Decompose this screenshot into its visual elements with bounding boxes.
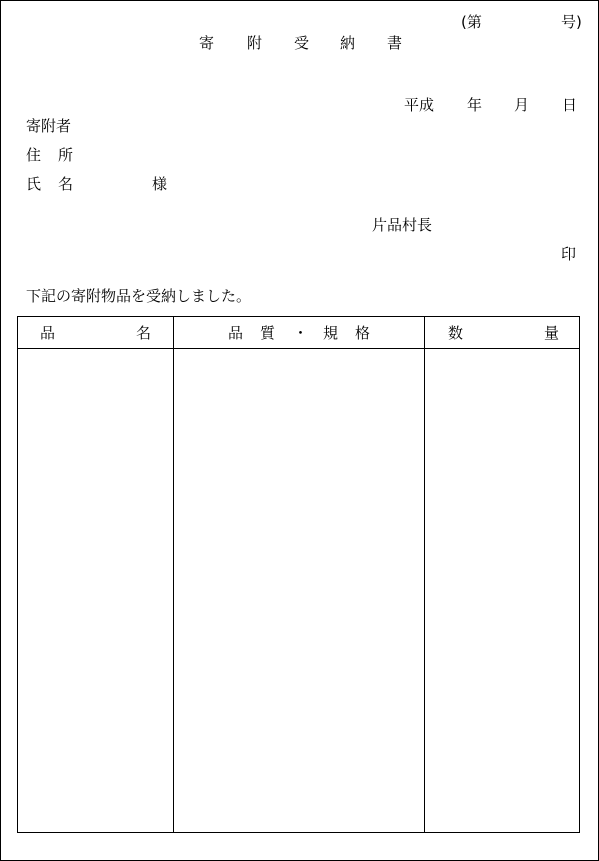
honorific: 様 [152,175,168,193]
header-char: 質 [260,324,276,342]
date-era: 平成 [404,96,435,114]
items-table [17,316,580,833]
header-char: 規 [323,324,339,342]
name-char: 氏 [26,175,42,193]
header-char: 品 [40,324,56,342]
document-number-close: 号) [561,13,582,31]
donor-label: 寄附者 [26,117,72,135]
header-char: 数 [448,324,464,342]
header-char: 品 [228,324,244,342]
header-char: 量 [544,324,560,342]
title-char: 納 [340,34,356,52]
title-char: 受 [294,34,310,52]
address-char: 住 [26,146,42,164]
seal-mark: 印 [561,245,577,263]
header-char: ・ [293,324,309,342]
name-char: 名 [58,175,74,193]
header-char: 名 [136,324,152,342]
document-number-open: (第 [461,13,482,31]
title-char: 寄 [199,34,215,52]
title-char: 附 [247,34,263,52]
header-divider [18,348,579,349]
title-char: 書 [387,34,403,52]
column-divider [424,317,425,832]
header-char: 格 [355,324,371,342]
date-year: 年 [467,96,483,114]
address-char: 所 [58,146,74,164]
column-divider [173,317,174,832]
date-month: 月 [514,96,530,114]
issuer-title: 片品村長 [372,216,433,234]
statement-text: 下記の寄附物品を受納しました。 [26,287,252,305]
date-day: 日 [562,96,578,114]
